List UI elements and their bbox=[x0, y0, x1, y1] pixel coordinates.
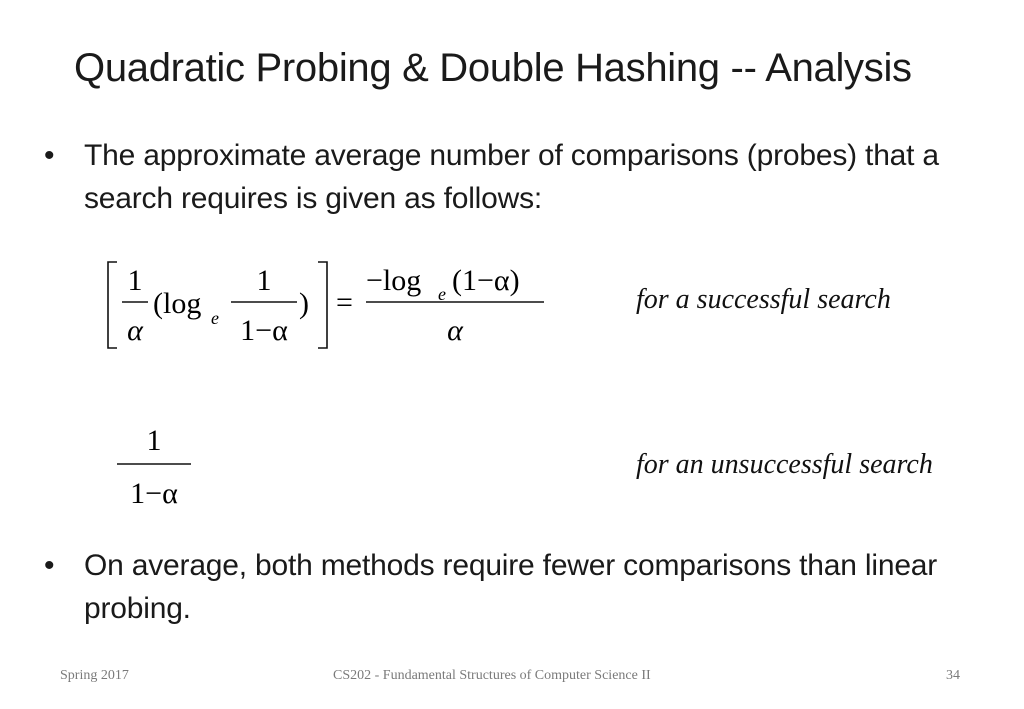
bullet-symbol: • bbox=[44, 549, 55, 582]
label-successful-search: for a successful search bbox=[636, 284, 891, 315]
log-base: e bbox=[211, 308, 219, 328]
bullet-symbol: • bbox=[44, 139, 55, 172]
rhs-denominator: α bbox=[447, 314, 463, 347]
left-bracket bbox=[108, 262, 117, 348]
footer-date: Spring 2017 bbox=[60, 668, 129, 683]
outer-numerator: 1 bbox=[127, 264, 143, 297]
slide-title: Quadratic Probing & Double Hashing -- Analysis bbox=[74, 46, 912, 90]
bullet-text: The approximate average number of comparisons (probes) that a search requires is given as follows: bbox=[84, 139, 939, 215]
footer-page-number: 34 bbox=[946, 668, 960, 683]
bullet-point bbox=[44, 544, 984, 630]
formula-unsuccessful-search bbox=[108, 418, 208, 518]
outer-denominator: α bbox=[127, 314, 143, 347]
log-open: (log bbox=[153, 287, 202, 320]
footer-course: CS202 - Fundamental Structures of Computer Science II bbox=[333, 668, 651, 683]
unsuccessful-denominator: 1−α bbox=[130, 477, 178, 510]
rhs-numerator-rest: (1−α) bbox=[452, 264, 520, 297]
rhs-numerator: −log bbox=[366, 264, 422, 297]
label-unsuccessful-search: for an unsuccessful search bbox=[636, 449, 933, 480]
rhs-log-base: e bbox=[438, 284, 446, 304]
right-bracket bbox=[318, 262, 327, 348]
inner-denominator: 1−α bbox=[240, 314, 288, 347]
bullet-point bbox=[44, 134, 984, 220]
unsuccessful-numerator: 1 bbox=[146, 424, 162, 457]
equals-sign: = bbox=[336, 286, 353, 319]
log-close: ) bbox=[299, 287, 309, 320]
formula-successful-search bbox=[100, 250, 560, 360]
inner-numerator: 1 bbox=[256, 264, 272, 297]
bullet-text: On average, both methods require fewer comparisons than linear probing. bbox=[84, 549, 938, 625]
